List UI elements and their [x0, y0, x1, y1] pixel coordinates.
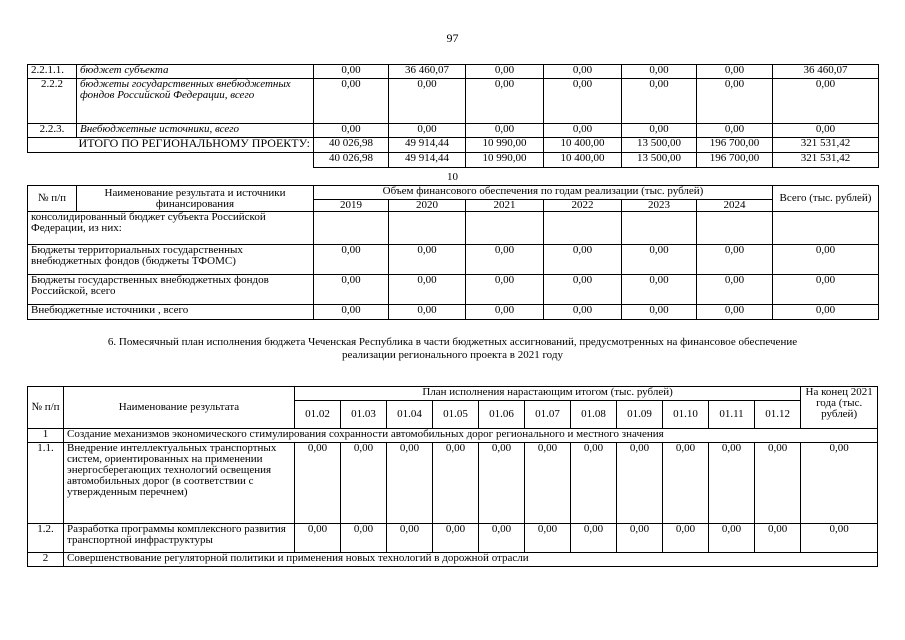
funding-sources-table [27, 185, 879, 320]
row-num: 1.1. [28, 443, 64, 524]
cell-value: 0,00 [389, 275, 466, 305]
total-value: 196 700,00 [697, 138, 773, 153]
year-header: 2023 [622, 200, 697, 212]
year-header: 2019 [314, 200, 389, 212]
section-row [28, 429, 878, 443]
cell-value: 0,00 [525, 443, 571, 524]
month-header: 01.09 [617, 401, 663, 429]
cell-value: 0,00 [773, 275, 879, 305]
cell-value: 0,00 [389, 245, 466, 275]
month-header: 01.02 [295, 401, 341, 429]
month-header: 01.06 [479, 401, 525, 429]
cell-value: 0,00 [389, 305, 466, 320]
header-end: На конец 2021 года (тыс. рублей) [801, 387, 878, 429]
table-row [28, 79, 879, 124]
cell-value: 13 500,00 [622, 153, 697, 168]
section-title: Совершенствование регуляторной политики и применения новых технологий в дорожной отрасли [64, 553, 878, 567]
cell-value: 0,00 [387, 443, 433, 524]
header-row [28, 186, 879, 200]
year-header: 2021 [466, 200, 544, 212]
row-name: Внедрение интеллектуальных транспортных систем, ориентированных на применении энергосберегающих технологий освещения автомобильных дорог (в соответствии с утвержденным перечнем) [64, 443, 295, 524]
cell-value: 0,00 [773, 245, 879, 275]
cell-value: 0,00 [314, 305, 389, 320]
table-row [28, 212, 879, 245]
total-value: 13 500,00 [622, 138, 697, 153]
total-value: 10 400,00 [544, 138, 622, 153]
cell-value: 0,00 [295, 524, 341, 553]
cell-value: 0,00 [544, 275, 622, 305]
cell-value: 0,00 [709, 443, 755, 524]
table-row [28, 443, 878, 524]
section-number: 10 [447, 171, 458, 183]
row-code: 2.2.2 [28, 79, 77, 124]
cell-value: 0,00 [314, 124, 389, 138]
month-header: 01.07 [525, 401, 571, 429]
cell-value: 0,00 [697, 124, 773, 138]
row-code: 2.2.3. [28, 124, 77, 138]
table-row [28, 124, 879, 138]
month-header: 01.04 [387, 401, 433, 429]
total-value: 321 531,42 [773, 138, 879, 153]
repeat-row [28, 153, 879, 168]
header-row [28, 387, 878, 401]
cell-value: 0,00 [571, 443, 617, 524]
cell-value: 0,00 [525, 524, 571, 553]
cell-value: 10 400,00 [544, 153, 622, 168]
cell-value: 321 531,42 [773, 153, 879, 168]
section-title: Создание механизмов экономического стимулирования сохранности автомобильных дорог регионального и местного значения [64, 429, 878, 443]
cell-value: 36 460,07 [389, 65, 466, 79]
cell-value: 0,00 [466, 124, 544, 138]
cell-value: 0,00 [617, 443, 663, 524]
header-num: № п/п [28, 186, 77, 212]
cell-value: 0,00 [544, 305, 622, 320]
total-row [28, 138, 879, 153]
cell-value: 0,00 [466, 245, 544, 275]
cell-value [314, 212, 389, 245]
cell-value-end: 0,00 [801, 443, 878, 524]
cell-value: 0,00 [479, 524, 525, 553]
row-name: Разработка программы комплексного развития транспортной инфраструктуры [64, 524, 295, 553]
cell-value: 0,00 [697, 305, 773, 320]
year-header: 2020 [389, 200, 466, 212]
cell-value: 196 700,00 [697, 153, 773, 168]
cell-value: 0,00 [622, 79, 697, 124]
month-header: 01.05 [433, 401, 479, 429]
section-num: 1 [28, 429, 64, 443]
row-name: Бюджеты территориальных государственных внебюджетных фондов (бюджеты ТФОМС) [28, 245, 314, 275]
cell-value: 0,00 [341, 443, 387, 524]
cell-value: 0,00 [697, 275, 773, 305]
cell-value [544, 212, 622, 245]
cell-value: 0,00 [755, 524, 801, 553]
page-number: 97 [446, 31, 459, 45]
row-name: Внебюджетные источники, всего [77, 124, 314, 138]
month-header: 01.10 [663, 401, 709, 429]
table-row [28, 524, 878, 553]
cell-value: 0,00 [544, 79, 622, 124]
total-label: ИТОГО ПО РЕГИОНАЛЬНОМУ ПРОЕКТУ: [28, 138, 314, 153]
cell-value: 0,00 [466, 305, 544, 320]
cell-value: 0,00 [773, 124, 879, 138]
cell-value: 10 990,00 [466, 153, 544, 168]
header-num: № п/п [28, 387, 64, 429]
header-group: План исполнения нарастающим итогом (тыс. рублей) [295, 387, 801, 401]
cell-value [622, 212, 697, 245]
row-name: бюджет субъекта [77, 65, 314, 79]
header-name: Наименование результата и источники финансирования [77, 186, 314, 212]
row-name: Внебюджетные источники , всего [28, 305, 314, 320]
cell-value: 0,00 [709, 524, 755, 553]
section-row [28, 553, 878, 567]
row-name: Бюджеты государственных внебюджетных фондов Российской, всего [28, 275, 314, 305]
cell-value: 0,00 [773, 305, 879, 320]
cell-value [773, 212, 879, 245]
cell-value: 0,00 [314, 79, 389, 124]
month-header: 01.08 [571, 401, 617, 429]
cell-value: 0,00 [314, 275, 389, 305]
cell-value: 0,00 [466, 275, 544, 305]
cell-value: 0,00 [544, 65, 622, 79]
table-row [28, 275, 879, 305]
header-name: Наименование результата [64, 387, 295, 429]
row-name: бюджеты государственных внебюджетных фондов Российской Федерации, всего [77, 79, 314, 124]
header-group: Объем финансового обеспечения по годам реализации (тыс. рублей) [314, 186, 773, 200]
cell-value: 0,00 [314, 65, 389, 79]
cell-value: 0,00 [622, 65, 697, 79]
cell-value: 0,00 [617, 524, 663, 553]
cell-value: 0,00 [622, 275, 697, 305]
year-header: 2022 [544, 200, 622, 212]
total-value: 40 026,98 [314, 138, 389, 153]
cell-value [697, 212, 773, 245]
month-header: 01.11 [709, 401, 755, 429]
header-total: Всего (тыс. рублей) [773, 186, 879, 212]
cell-value: 0,00 [295, 443, 341, 524]
cell-value: 0,00 [663, 443, 709, 524]
section-heading-line1: 6. Помесячный план исполнения бюджета Чеченская Республика в части бюджетных ассигнований, предусмотренных на финансовое обеспечение [107, 336, 798, 348]
funding-table-continued [27, 64, 879, 168]
cell-value: 0,00 [479, 443, 525, 524]
total-value: 10 990,00 [466, 138, 544, 153]
cell-value: 0,00 [389, 124, 466, 138]
cell-value: 0,00 [433, 524, 479, 553]
cell-value: 0,00 [697, 245, 773, 275]
cell-value: 0,00 [697, 79, 773, 124]
table-row [28, 245, 879, 275]
section-num: 2 [28, 553, 64, 567]
cell-value [466, 212, 544, 245]
empty-cell [28, 153, 314, 168]
month-header: 01.03 [341, 401, 387, 429]
cell-value: 49 914,44 [389, 153, 466, 168]
cell-value-end: 0,00 [801, 524, 878, 553]
cell-value: 0,00 [697, 65, 773, 79]
cell-value: 0,00 [341, 524, 387, 553]
section-heading-line2: реализации регионального проекта в 2021 году [342, 349, 563, 361]
cell-value: 0,00 [314, 245, 389, 275]
year-header: 2024 [697, 200, 773, 212]
cell-value: 0,00 [663, 524, 709, 553]
cell-value: 0,00 [387, 524, 433, 553]
row-name: консолидированный бюджет субъекта Российской Федерации, из них: [28, 212, 314, 245]
cell-value: 0,00 [622, 124, 697, 138]
row-code: 2.2.1.1. [28, 65, 77, 79]
monthly-plan-table [27, 386, 878, 567]
cell-value: 0,00 [571, 524, 617, 553]
cell-value: 0,00 [466, 65, 544, 79]
cell-value: 0,00 [433, 443, 479, 524]
cell-value: 40 026,98 [314, 153, 389, 168]
cell-value: 36 460,07 [773, 65, 879, 79]
cell-value: 0,00 [773, 79, 879, 124]
table-row [28, 65, 879, 79]
cell-value: 0,00 [622, 305, 697, 320]
cell-value: 0,00 [544, 124, 622, 138]
cell-value: 0,00 [622, 245, 697, 275]
cell-value: 0,00 [389, 79, 466, 124]
total-value: 49 914,44 [389, 138, 466, 153]
cell-value: 0,00 [466, 79, 544, 124]
cell-value: 0,00 [544, 245, 622, 275]
row-num: 1.2. [28, 524, 64, 553]
table-row [28, 305, 879, 320]
cell-value [389, 212, 466, 245]
cell-value: 0,00 [755, 443, 801, 524]
month-header: 01.12 [755, 401, 801, 429]
